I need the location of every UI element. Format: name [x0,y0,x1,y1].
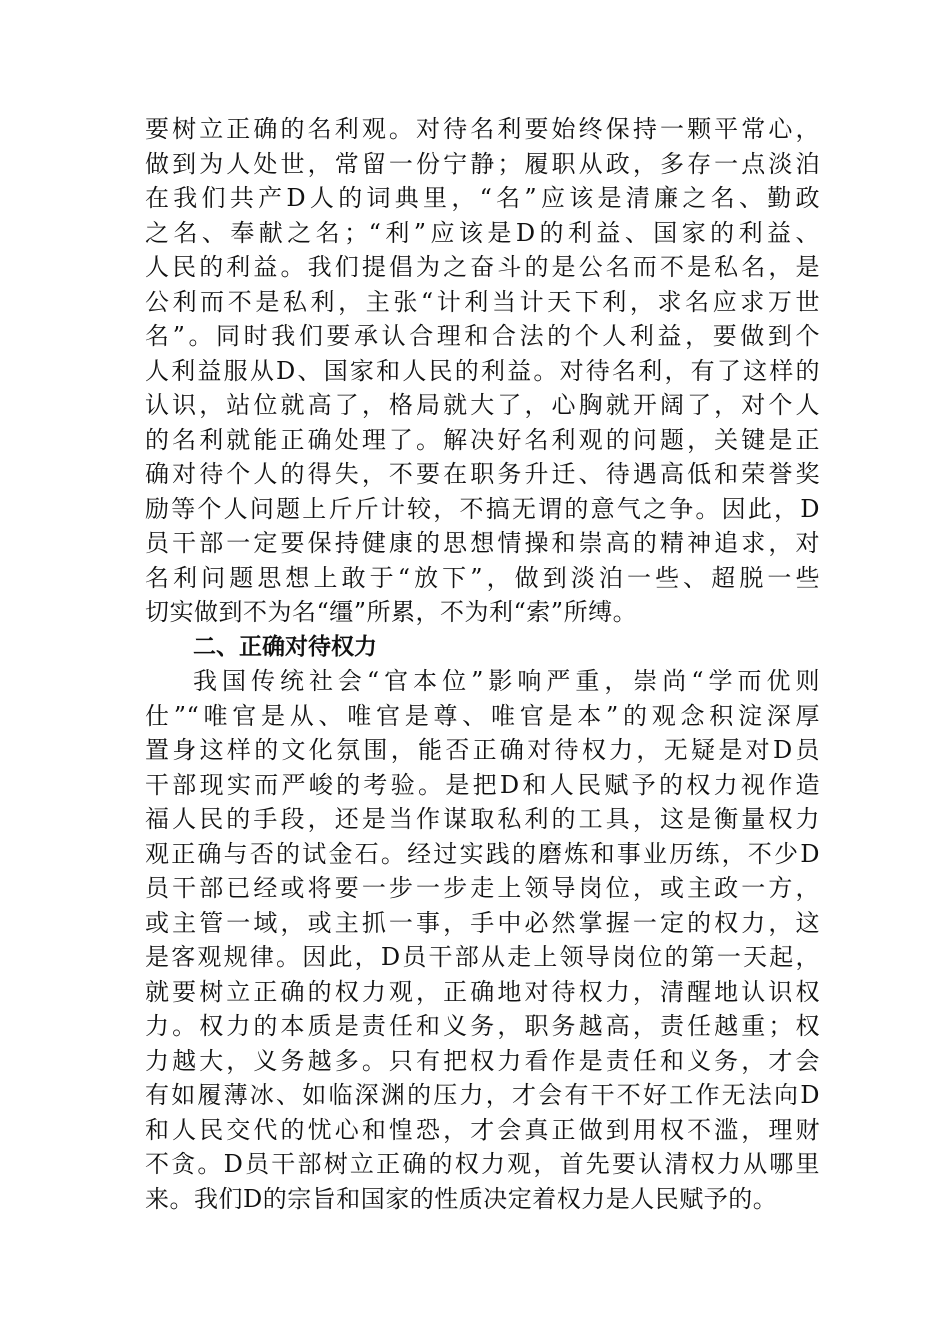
paragraph-power [145,664,820,1216]
paragraph-name-and-benefit [145,112,820,630]
text-line: 切实做到不为名“缰”所累，不为利“索”所缚。 [145,598,638,626]
text-line: 或主管一域，或主抓一事，手中必然掌握一定的权力，这 [145,908,820,937]
text-line: 人民的利益。我们提倡为之奋斗的是公名而不是私名，是 [145,253,820,281]
text-line: 是客观规律。因此，D员干部从走上领导岗位的第一天起， [145,943,820,971]
text-line: 励等个人问题上斤斤计较，不搞无谓的意气之争。因此，D [145,494,820,523]
document-body [145,112,820,1216]
text-line: 在我们共产D人的词典里，“名”应该是清廉之名、勤政 [145,184,820,212]
text-line: 观正确与否的试金石。经过实践的磨炼和事业历练，不少D [145,839,820,868]
text-line: 认识，站位就高了，格局就大了，心胸就开阔了，对个人 [145,391,820,419]
text-line: 和人民交代的忧心和惶恐，才会真正做到用权不滥，理财 [145,1115,820,1144]
text-line: 力。权力的本质是责任和义务，职务越高，责任越重；权 [145,1012,820,1040]
text-line: 置身这样的文化氛围，能否正确对待权力，无疑是对D员 [145,736,820,764]
text-line: 人利益服从D、国家和人民的利益。对待名利，有了这样的 [145,356,820,385]
text-line: 名”。同时我们要承认合理和合法的个人利益，要做到个 [145,322,820,350]
text-line: 福人民的手段，还是当作谋取私利的工具，这是衡量权力 [145,805,820,833]
text-line: 员干部一定要保持健康的思想情操和崇高的精神追求，对 [145,529,820,557]
section-heading: 二、正确对待权力 [193,633,377,660]
text-line: 有如履薄冰、如临深渊的压力，才会有干不好工作无法向D [145,1081,820,1109]
text-line: 我国传统社会“官本位”影响严重，崇尚“学而优则 [193,667,820,695]
text-line: 做到为人处世，常留一份宁静；履职从政，多存一点淡泊 [145,149,820,178]
text-line: 公利而不是私利，主张“计利当计天下利，求名应求万世 [145,287,820,316]
text-line: 来。我们D的宗旨和国家的性质决定着权力是人民赋予的。 [145,1184,778,1213]
text-line: 的名利就能正确处理了。解决好名利观的问题，关键是正 [145,425,820,454]
text-line: 仕”“唯官是从、唯官是尊、唯官是本”的观念积淀深厚 [145,701,820,730]
text-line: 名利问题思想上敢于“放下”，做到淡泊一些、超脱一些 [145,563,820,592]
text-line: 确对待个人的得失，不要在职务升迁、待遇高低和荣誉奖 [145,460,820,488]
text-line: 要树立正确的名利观。对待名利要始终保持一颗平常心， [145,115,820,143]
text-line: 不贪。D员干部树立正确的权力观，首先要认清权力从哪里 [145,1150,820,1178]
text-line: 力越大，义务越多。只有把权力看作是责任和义务，才会 [145,1046,820,1075]
text-line: 之名、奉献之名；“利”应该是D的利益、国家的利益、 [145,218,820,247]
text-line: 干部现实而严峻的考验。是把D和人民赋予的权力视作造 [145,770,820,799]
text-line: 员干部已经或将要一步一步走上领导岗位，或主政一方， [145,874,820,902]
text-line: 就要树立正确的权力观，正确地对待权力，清醒地认识权 [145,977,820,1006]
